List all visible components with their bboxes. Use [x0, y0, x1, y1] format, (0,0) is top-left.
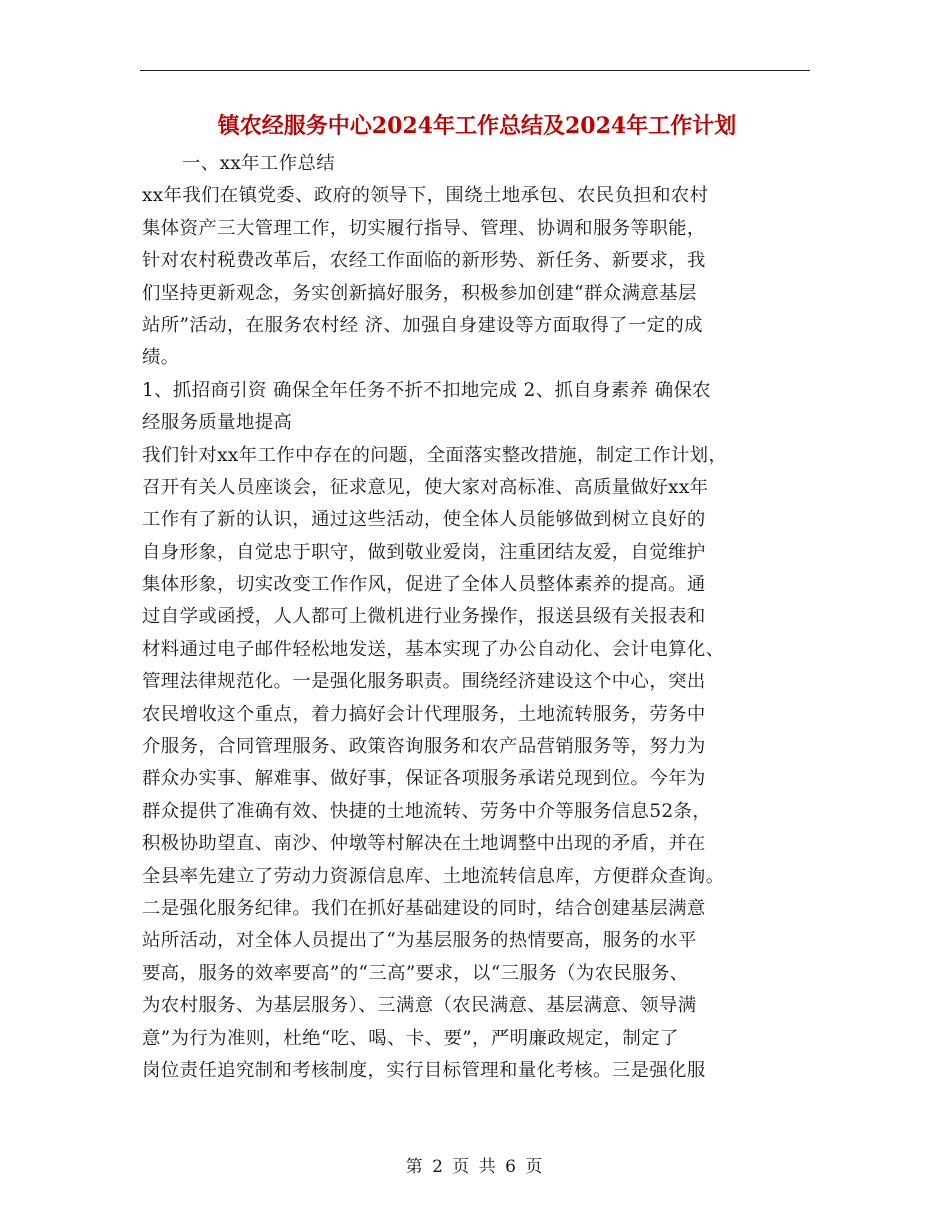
header-rule [140, 70, 810, 71]
text-line: 要高，服务的效率要高”的“三高”要求，以“三服务（为农民服务、 [142, 962, 689, 984]
text-line: 管理法律规范化。一是强化服务职责。围绕经济建设这个中心，突出 [142, 671, 706, 693]
text-line: 二是强化服务纪律。我们在抓好基础建设的同时，结合创建基层满意 [142, 897, 706, 919]
text-line: 农民增收这个重点，着力搞好会计代理服务，土地流转服务，劳务中 [142, 703, 706, 725]
text-line: xx年我们在镇党委、政府的领导下，围绕土地承包、农民负担和农村 [142, 185, 709, 207]
text-line: 集体形象，切实改变工作作风，促进了全体人员整体素养的提高。通 [142, 574, 706, 596]
text-line: 自身形象，自觉忠于职守，做到敬业爱岗，注重团结友爱，自觉维护 [142, 541, 706, 563]
text-line: 针对农村税费改革后，农经工作面临的新形势、新任务、新要求，我 [142, 250, 706, 272]
text-line: 过自学或函授，人人都可上微机进行业务操作，报送县级有关报表和 [142, 606, 706, 628]
text-line: 站所”活动，在服务农村经 济、加强自身建设等方面取得了一定的成 [142, 314, 703, 336]
text-line: 介服务，合同管理服务、政策咨询服务和农产品营销服务等，努力为 [142, 736, 706, 758]
text-line: 工作有了新的认识，通过这些活动，使全体人员能够做到树立良好的 [142, 509, 706, 531]
page-number-footer: 第 2 页 共 6 页 [405, 1157, 545, 1177]
text-line: 岗位责任追究制和考核制度，实行目标管理和量化考核。三是强化服 [142, 1059, 706, 1081]
document-title: 镇农经服务中心2024年工作总结及2024年工作计划 [217, 113, 737, 139]
text-line: 们坚持更新观念，务实创新搞好服务，积极参加创建“群众满意基层 [142, 282, 697, 304]
text-line: 意”为行为准则，杜绝“吃、喝、卡、要”，严明廉政规定，制定了 [142, 1027, 679, 1049]
text-line: 为农村服务、为基层服务）、三满意（农民满意、基层满意、领导满 [142, 995, 697, 1017]
text-line: 全县率先建立了劳动力资源信息库、土地流转信息库，方便群众查询。 [142, 865, 725, 887]
text-line: 材料通过电子邮件轻松地发送，基本实现了办公自动化、会计电算化、 [142, 638, 725, 660]
text-line: 集体资产三大管理工作，切实履行指导、管理、协调和服务等职能， [142, 217, 706, 239]
text-line: 站所活动，对全体人员提出了“为基层服务的热情要高，服务的水平 [142, 930, 697, 952]
section-heading: 一、xx年工作总结 [182, 153, 336, 174]
document-body [142, 104, 812, 1087]
text-line: 1、抓招商引资 确保全年任务不折不扣地完成 2、抓自身素养 确保农 [142, 379, 712, 401]
text-line: 绩。 [142, 347, 180, 369]
text-line: 我们针对xx年工作中存在的问题，全面落实整改措施，制定工作计划， [142, 444, 728, 466]
text-line: 召开有关人员座谈会，征求意见，使大家对高标准、高质量做好xx年 [142, 476, 709, 498]
text-line: 积极协助望直、南沙、仲墩等村解决在土地调整中出现的矛盾，并在 [142, 833, 706, 855]
text-line: 群众办实事、解难事、做好事，保证各项服务承诺兑现到位。今年为 [142, 768, 706, 790]
text-line: 群众提供了准确有效、快捷的土地流转、劳务中介等服务信息52条， [142, 800, 712, 822]
text-line: 经服务质量地提高 [142, 412, 293, 434]
